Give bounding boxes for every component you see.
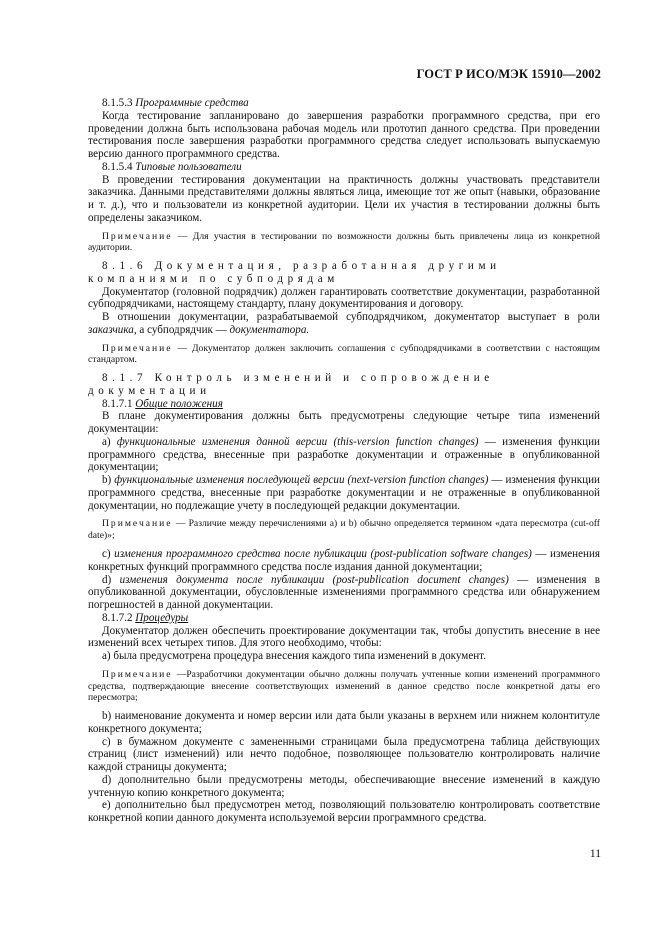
note: Примечание — Для участия в тестировании по возможности должны быть привлечены лица из конкретной аудитории. bbox=[88, 230, 600, 254]
heading-8-1-7: 8.1.7 Контроль изменений и сопровождение документации bbox=[88, 372, 494, 397]
list-item-a: a) функциональные изменения данной версии (this-version function changes) — изменения функции программного средства, внесенные при разработке документации и отраженные в опубликованной документации; bbox=[88, 435, 600, 474]
paragraph: Когда тестирование запланировано до завершения разработки программного средства, при его проведении должна быть использована рабочая модель или прототип данного средства. При проведении тестирования после завершения разработки программного средства следует использовать выпускаемую версию данного программного средства. bbox=[88, 109, 600, 160]
note: Примечание — Различие между перечислениями а) и b) обычно определяется термином «дата пересмотра (cut-off date)»; bbox=[88, 518, 600, 542]
heading-8-1-6: 8.1.6 Документация, разработанная другими компаниями по субподрядам bbox=[88, 260, 501, 285]
list-item-b: b) наименование документа и номер версии или дата были указаны в верхнем или нижнем колонтитуле конкретного документа; bbox=[88, 710, 600, 735]
heading-8-1-5-3: 8.1.5.3 Программные средства bbox=[102, 97, 249, 109]
paragraph: В проведении тестирования документации на практичность должны участвовать представители заказчика. Данными представителями должны являться лица, имеющие тот же опыт (навыки, образование и т. д.), что и пользователи из конкретной аудитории. Цели их участия в тестировании должны быть определены заказчиком. bbox=[88, 173, 600, 224]
list-item-d: d) изменения документа после публикации (post-publication document changes) — изменения в опубликованной документации, обусловленные изменениями программного средства или обнаружением погрешностей в данной документации. bbox=[88, 573, 600, 612]
list-item-e: е) дополнительно был предусмотрен метод, позволяющий пользователю контролировать соответствие конкретной копии данного документа используемой версии программного средства. bbox=[88, 799, 600, 825]
note: Примечание —Разработчики документации обычно должны получать учтенные копии изменений программного средства, подтверждающие внесение соответствующих изменений в данное средство после конкретной даты его пересмотра; bbox=[88, 668, 600, 704]
list-item-a: а) была предусмотрена процедура внесения каждого типа изменений в документ. bbox=[102, 650, 486, 663]
list-item-b: b) функциональные изменения последующей версии (next-version function changes) — изменения функции программного средства, внесенные при разработке документации и не отраженные в опубликованной документации, но подлежащие учету в последующей редакции документации. bbox=[88, 474, 600, 512]
list-item-c: c) изменения программного средства после публикации (post-publication software changes) — изменения конкретных функций программного средства после издания данной документации; bbox=[88, 548, 600, 573]
page-number: 11 bbox=[589, 848, 601, 860]
list-item-c: с) в бумажном документе с замененными страницами была предусмотрена таблица действующих страниц (лист изменений) или нечто подобное, позволяющее пользователю контролировать наличие каждой страницы документа; bbox=[88, 735, 600, 774]
page-content bbox=[88, 97, 600, 825]
heading-8-1-7-1: 8.1.7.1 Общие положения bbox=[102, 397, 223, 410]
note: Примечание — Документатор должен заключить соглашения с субподрядчиками в соответствии с настоящим стандартом. bbox=[88, 342, 600, 366]
paragraph: В отношении документации, разрабатываемой субподрядчиком, документатор выступает в роли заказчика, а субподрядчик — документатора. bbox=[88, 311, 600, 336]
paragraph: Документатор (головной подрядчик) должен гарантировать соответствие документации, разработанной субподрядчиками, настоящему стандарту, плану документирования и договору. bbox=[88, 285, 600, 311]
standard-header: ГОСТ Р ИСО/МЭК 15910—2002 bbox=[416, 67, 601, 81]
paragraph: В плане документирования должны быть предусмотрены следующие четыре типа изменений документации: bbox=[88, 410, 600, 436]
list-item-d: d) дополнительно были предусмотрены методы, обеспечивающие внесение изменений в каждую учтенную копию конкретного документа; bbox=[88, 773, 600, 799]
heading-8-1-7-2: 8.1.7.2 Процедуры bbox=[102, 611, 189, 624]
paragraph: Документатор должен обеспечить проектирование документации так, чтобы допустить внесение в нее изменений всех четырех типов. Для этого необходимо, чтобы: bbox=[88, 624, 600, 650]
heading-8-1-5-4: 8.1.5.4 Типовые пользователи bbox=[102, 160, 242, 173]
